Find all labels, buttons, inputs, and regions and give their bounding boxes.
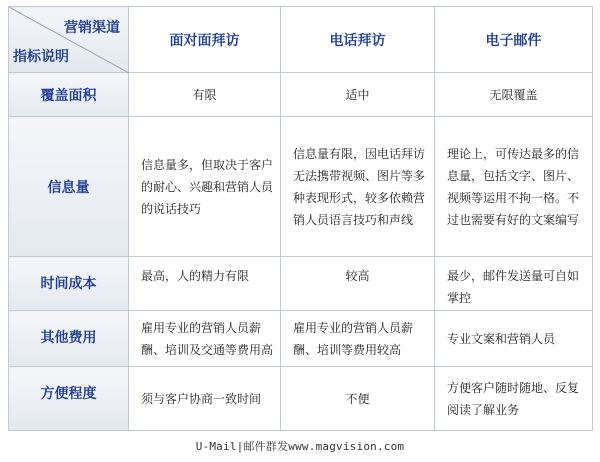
row-header-convenience: 方便程度 xyxy=(9,367,129,431)
table-row xyxy=(9,117,593,257)
table-cell: 雇用专业的营销人员薪酬、培训及交通等费用高 xyxy=(129,311,281,367)
column-header-email: 电子邮件 xyxy=(435,7,593,73)
watermark-footer: U-Mail|邮件群发www.magvision.com xyxy=(195,440,405,453)
table-cell: 无限覆盖 xyxy=(435,73,593,117)
table-row xyxy=(9,257,593,311)
column-header-phone: 电话拜访 xyxy=(281,7,435,73)
table-cell: 专业文案和营销人员 xyxy=(435,311,593,367)
table-cell: 较高 xyxy=(281,257,435,311)
table-cell: 最少，邮件发送量可自如掌控 xyxy=(435,257,593,311)
row-header-other-costs: 其他费用 xyxy=(9,311,129,367)
table-cell: 须与客户协商一致时间 xyxy=(129,367,281,431)
corner-cell xyxy=(9,7,129,73)
table-cell: 信息量多，但取决于客户的耐心、兴趣和营销人员的说话技巧 xyxy=(129,117,281,257)
row-header-coverage: 覆盖面积 xyxy=(9,73,129,117)
table-cell: 理论上，可传达最多的信息量，包括文字、图片、视频等运用不拘一格。不过也需要有好的文案编写 xyxy=(435,117,593,257)
corner-metric-label: 指标说明 xyxy=(13,49,69,65)
header-row xyxy=(9,7,593,73)
table-cell: 方便客户随时随地、反复阅读了解业务 xyxy=(435,367,593,431)
table-cell: 最高，人的精力有限 xyxy=(129,257,281,311)
table-row xyxy=(9,367,593,431)
table-cell: 适中 xyxy=(281,73,435,117)
row-header-time-cost: 时间成本 xyxy=(9,257,129,311)
table-cell: 不便 xyxy=(281,367,435,431)
table-row xyxy=(9,73,593,117)
table-cell: 有限 xyxy=(129,73,281,117)
column-header-face-to-face: 面对面拜访 xyxy=(129,7,281,73)
table-cell: 雇用专业的营销人员薪酬、培训等费用较高 xyxy=(281,311,435,367)
table-row xyxy=(9,311,593,367)
row-header-information: 信息量 xyxy=(9,117,129,257)
comparison-table xyxy=(8,6,593,431)
table-cell: 信息量有限，因电话拜访无法携带视频、图片等多种表现形式，较多依赖营销人员语言技巧和声线 xyxy=(281,117,435,257)
corner-channel-label: 营销渠道 xyxy=(64,20,120,36)
